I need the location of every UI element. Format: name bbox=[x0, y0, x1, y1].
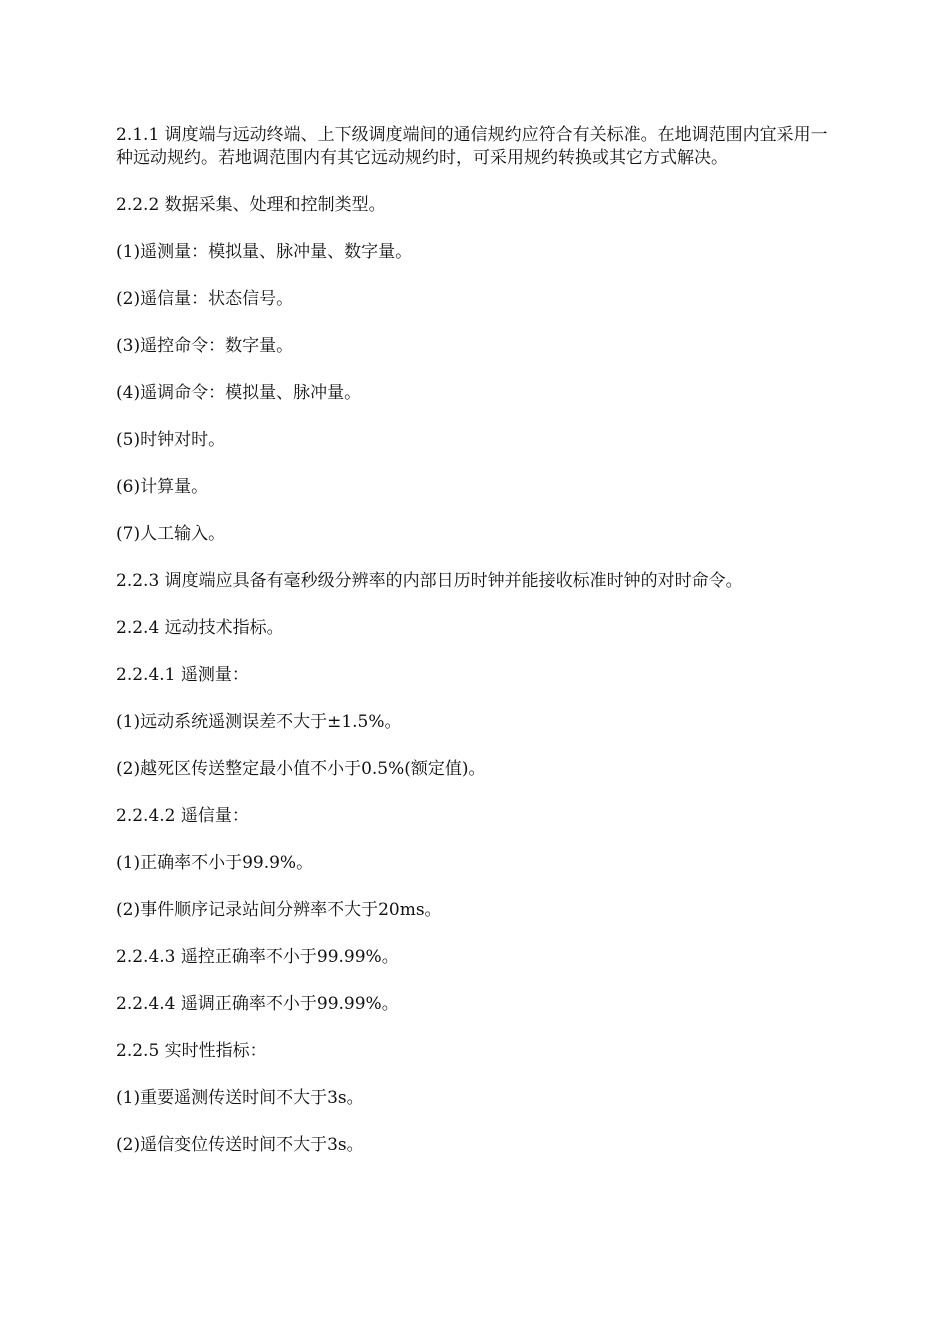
paragraph-2-2-4-4: 2.2.4.4 遥调正确率不小于99.99%。 bbox=[116, 994, 399, 1014]
paragraph-2-2-2: 2.2.2 数据采集、处理和控制类型。 bbox=[116, 195, 386, 215]
document-body bbox=[116, 124, 830, 1181]
paragraph-2-1-1: 2.1.1 调度端与远动终端、上下级调度端间的通信规约应符合有关标准。在地调范围内宜采用一种远动规约。若地调范围内有其它远动规约时，可采用规约转换或其它方式解决。 bbox=[116, 125, 828, 168]
paragraph-2-2-3: 2.2.3 调度端应具备有毫秒级分辨率的内部日历时钟并能接收标准时钟的对时命令。 bbox=[116, 571, 743, 591]
paragraph-2-2-4-2: 2.2.4.2 遥信量： bbox=[116, 806, 249, 826]
list-item-telemetry: (1)遥测量：模拟量、脉冲量、数字量。 bbox=[116, 242, 413, 262]
paragraph-2-2-4-1: 2.2.4.1 遥测量： bbox=[116, 665, 249, 685]
paragraph-2-2-4: 2.2.4 远动技术指标。 bbox=[116, 618, 284, 638]
list-item-calculated: (6)计算量。 bbox=[116, 477, 209, 497]
paragraph-2-2-5: 2.2.5 实时性指标： bbox=[116, 1041, 267, 1061]
list-item-soe-resolution: (2)事件顺序记录站间分辨率不大于20ms。 bbox=[116, 900, 442, 920]
list-item-telemetry-time: (1)重要遥测传送时间不大于3s。 bbox=[116, 1088, 364, 1108]
list-item-clock-sync: (5)时钟对时。 bbox=[116, 430, 226, 450]
list-item-manual-input: (7)人工输入。 bbox=[116, 524, 226, 544]
list-item-telesignal: (2)遥信量：状态信号。 bbox=[116, 289, 294, 309]
list-item-remote-adjust: (4)遥调命令：模拟量、脉冲量。 bbox=[116, 383, 362, 403]
list-item-accuracy: (1)正确率不小于99.9%。 bbox=[116, 853, 314, 873]
list-item-telemetry-error: (1)远动系统遥测误差不大于±1.5%。 bbox=[116, 712, 402, 732]
list-item-telesignal-time: (2)遥信变位传送时间不大于3s。 bbox=[116, 1135, 364, 1155]
list-item-deadband: (2)越死区传送整定最小值不小于0.5%(额定值)。 bbox=[116, 759, 486, 779]
paragraph-2-2-4-3: 2.2.4.3 遥控正确率不小于99.99%。 bbox=[116, 947, 399, 967]
list-item-remote-control: (3)遥控命令：数字量。 bbox=[116, 336, 294, 356]
